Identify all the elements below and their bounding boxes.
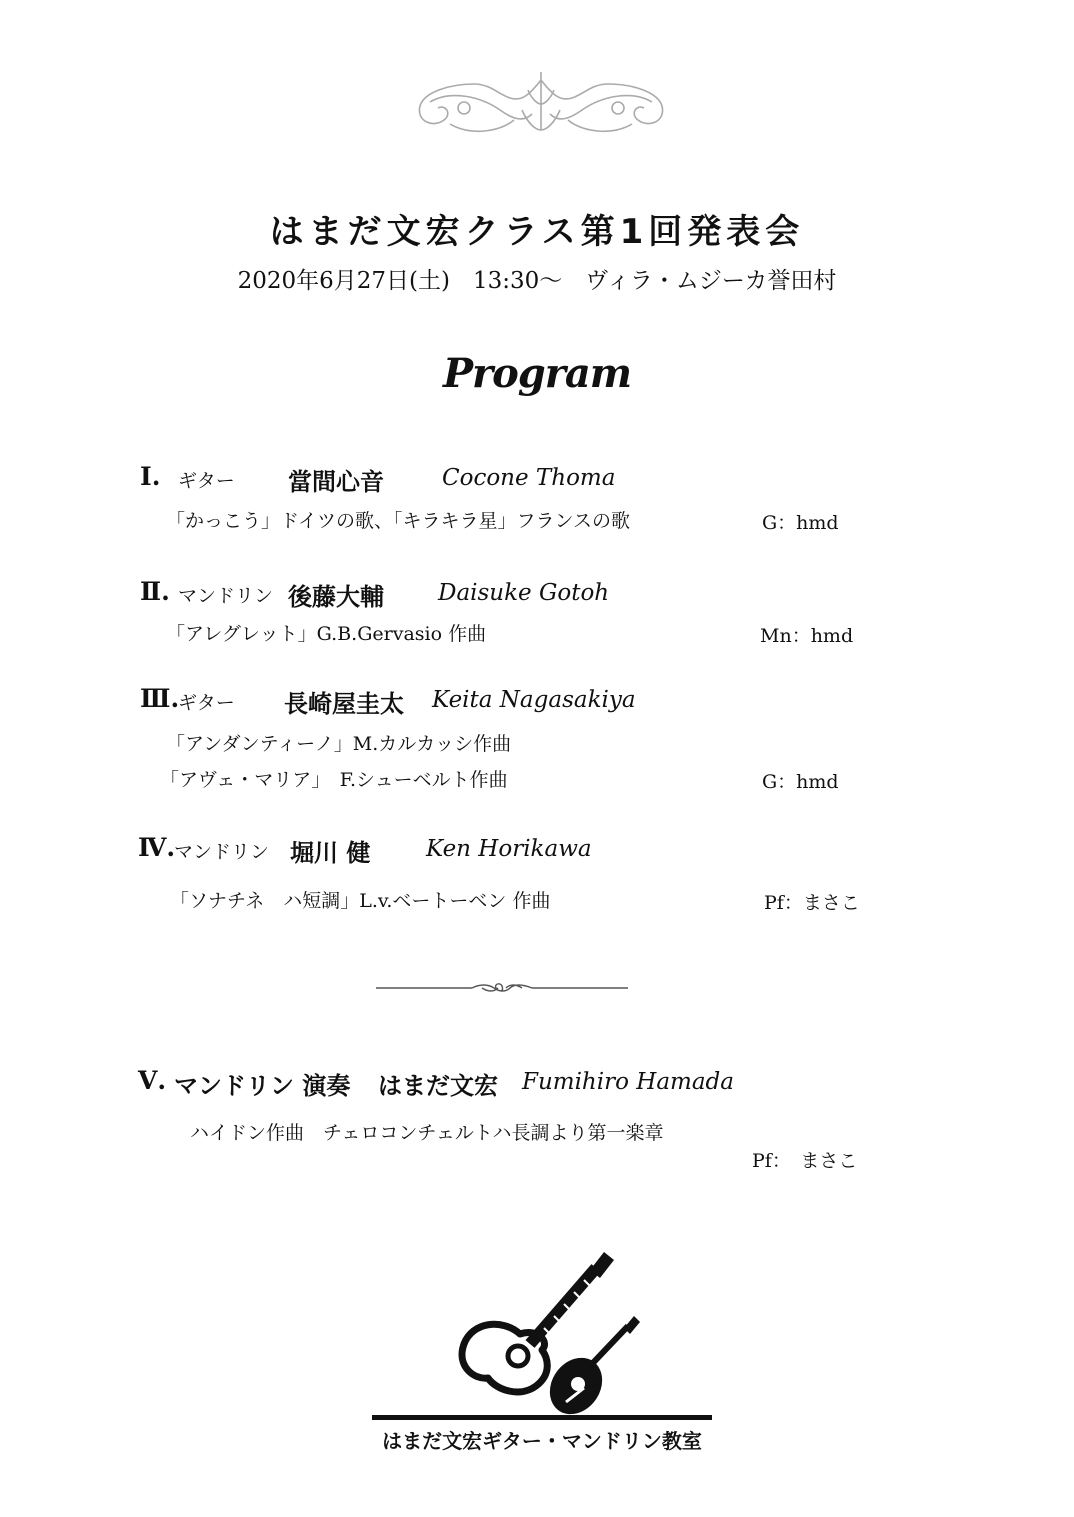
event-title: はまだ文宏クラス第1回発表会 [269,212,805,252]
accompanist: G：hmd [762,771,839,793]
item-number: Ⅰ. [140,462,161,491]
flourish-ornament-icon [410,66,672,144]
accompanist: G：hmd [762,512,839,534]
event-date-venue: 2020年6月27日(土) 13:30～ ヴィラ・ムジーカ誉田村 [237,268,837,294]
piece-line: 「ソナチネ ハ短調」L.v.ベートーベン 作曲 [170,890,551,912]
logo-underline [372,1415,712,1420]
performer-name: 後藤大輔 [288,582,384,611]
item-instrument: マンドリン [178,585,274,607]
performer-name: はまだ文宏 [378,1071,498,1100]
performer-romaji: Keita Nagasakiya [432,687,636,713]
item-number: Ⅲ. [140,684,180,713]
performer-romaji: Cocone Thoma [442,465,616,491]
accompanist: Mn：hmd [760,625,854,647]
piece-line: 「かっこう」ドイツの歌、「キラキラ星」フランスの歌 [166,510,630,532]
item-instrument: ギター [178,470,235,492]
item-number: Ⅱ. [140,577,170,606]
piece-line: ハイドン作曲 チェロコンチェルトハ長調より第一楽章 [190,1122,664,1144]
performer-romaji: Daisuke Gotoh [438,580,610,606]
piece-line: 「アンダンティーノ」M.カルカッシ作曲 [166,733,512,755]
performer-name: 堀川 健 [290,838,371,867]
performer-romaji: Fumihiro Hamada [522,1069,734,1095]
item-number: Ⅳ. [138,833,176,862]
school-name: はまだ文宏ギター・マンドリン教室 [382,1429,702,1453]
guitar-mandolin-logo-icon [458,1248,648,1423]
divider-ornament-icon [372,978,632,998]
piece-line: 「アレグレット」G.B.Gervasio 作曲 [166,623,487,645]
accompanist: Pf：まさこ [764,892,860,914]
piece-line: 「アヴェ・マリア」 F.シューベルト作曲 [160,769,508,791]
item-number: Ⅴ. [138,1066,167,1095]
accompanist: Pf： まさこ [752,1150,858,1172]
item-instrument: マンドリン 演奏 [174,1071,351,1100]
item-instrument: ギター [178,692,235,714]
program-heading: Program [442,350,632,397]
performer-name: 長崎屋圭太 [284,689,404,718]
performer-romaji: Ken Horikawa [426,836,592,862]
performer-name: 當間心音 [288,467,384,496]
item-instrument: マンドリン [174,841,270,863]
